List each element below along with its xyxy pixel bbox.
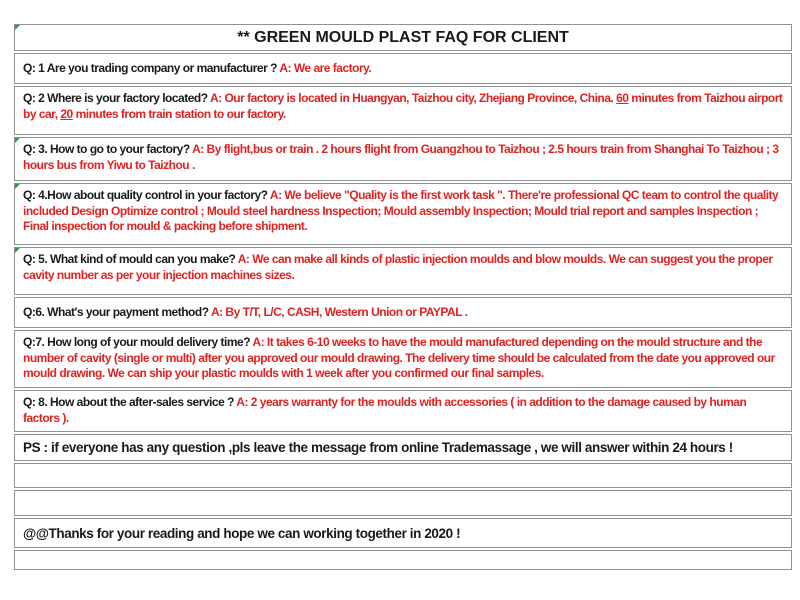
faq-row-q4 <box>14 183 792 245</box>
faq-row-q3 <box>14 137 792 181</box>
question-text: Q: 1 Are you trading company or manufacturer ? <box>23 61 277 75</box>
thanks-row <box>14 518 792 548</box>
faq-row-q1 <box>14 53 792 84</box>
ps-text: PS : if everyone has any question ,pls leave the message from online Trademassage , we will answer within 24 hours ! <box>23 440 733 455</box>
answer-text: A: We can make all kinds of plastic injection moulds and blow moulds. We can suggest you the proper cavity number as per your injection machines sizes. <box>23 252 773 282</box>
empty-row <box>14 550 792 570</box>
question-text: Q: 8. How about the after-sales service ? <box>23 395 234 409</box>
question-text: Q:7. How long of your mould delivery time? <box>23 335 251 349</box>
question-text: Q:6. What's your payment method? <box>23 305 209 319</box>
cell-error-marker-icon <box>15 184 20 189</box>
faq-row-q5 <box>14 247 792 295</box>
question-text: Q: 3. How to go to your factory? <box>23 142 190 156</box>
underlined-value: 60 <box>616 91 629 105</box>
answer-text: A: Our factory is located in Huangyan, Taizhou city, Zhejiang Province, China. 60 minutes from Taizhou airport by car, 20 minutes from train station to our factory. <box>23 91 783 121</box>
faq-row-q7 <box>14 330 792 388</box>
answer-text: A: We believe "Quality is the first work task ". There're professional QC team to control the quality included Design Optimize control ; Mould steel hardness Inspection; Mould assembly Inspection; Mould trial report and samples Inspection ; Final inspection for mould & packing before shipment. <box>23 188 779 233</box>
answer-text: A: We are factory. <box>279 61 372 75</box>
page-title: ** GREEN MOULD PLAST FAQ FOR CLIENT <box>237 29 569 46</box>
cell-error-marker-icon <box>15 248 20 253</box>
faq-row-q2 <box>14 86 792 135</box>
answer-text: A: By flight,bus or train . 2 hours flight from Guangzhou to Taizhou ; 2.5 hours train from Shanghai To Taizhou ; 3 hours bus from Yiwu to Taizhou . <box>23 142 779 172</box>
answer-text: A: By T/T, L/C, CASH, Western Union or PAYPAL . <box>210 305 468 319</box>
question-text: Q: 4.How about quality control in your factory? <box>23 188 268 202</box>
underlined-value: 20 <box>60 106 73 121</box>
title-row <box>14 24 792 51</box>
ps-row <box>14 434 792 461</box>
answer-text: A: 2 years warranty for the moulds with accessories ( in addition to the damage caused by human factors ). <box>23 395 747 425</box>
empty-row <box>14 463 792 488</box>
thanks-text: @@Thanks for your reading and hope we can working together in 2020 ! <box>23 526 461 541</box>
faq-table <box>14 24 792 572</box>
faq-row-q8 <box>14 390 792 432</box>
empty-row <box>14 490 792 516</box>
question-text: Q: 5. What kind of mould can you make? <box>23 252 236 266</box>
cell-error-marker-icon <box>15 25 20 30</box>
faq-row-q6 <box>14 297 792 328</box>
answer-text: A: It takes 6-10 weeks to have the mould manufactured depending on the mould structure and the number of cavity (single or multi) after you approved our mould drawing. The delivery time should be calculated from the date you approved our mould drawing. We can ship your plastic moulds with 1 week after you confirmed our final samples. <box>23 335 775 380</box>
cell-error-marker-icon <box>15 138 20 143</box>
question-text: Q: 2 Where is your factory located? <box>23 91 208 105</box>
